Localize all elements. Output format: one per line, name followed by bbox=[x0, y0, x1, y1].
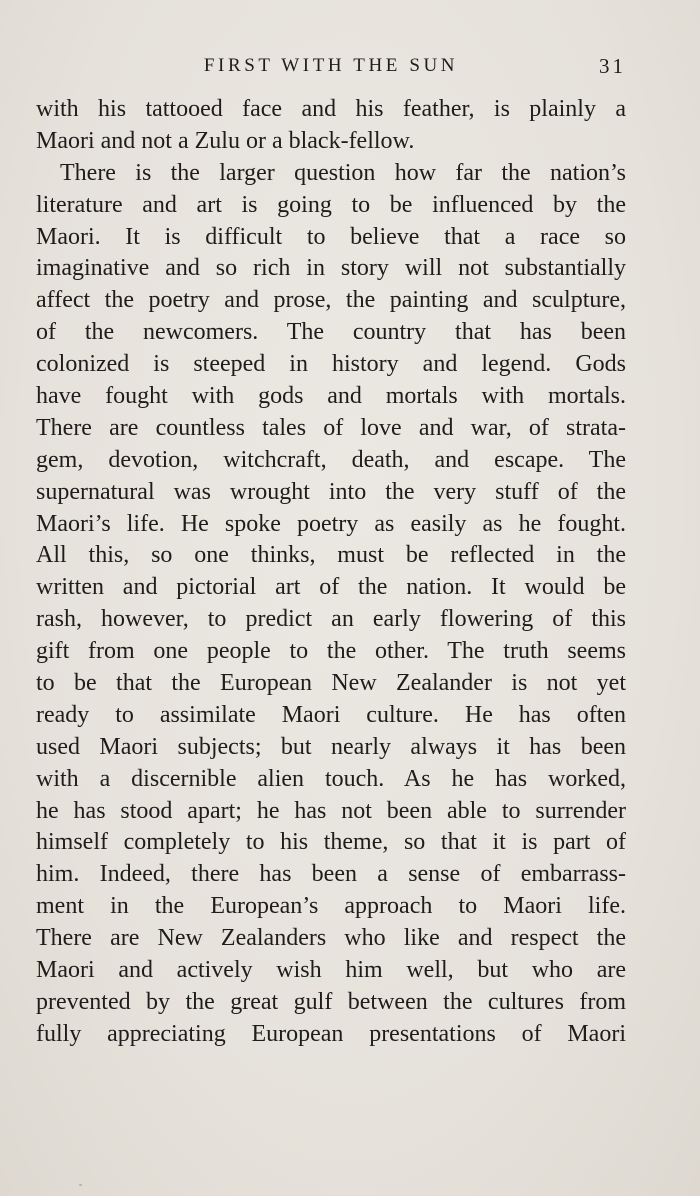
text-line: fully appreciating European presentations of Maori bbox=[36, 1020, 626, 1047]
text-line: gift from one people to the other. The truth seems bbox=[36, 638, 626, 665]
text-line: All this, so one thinks, must be reflected in the bbox=[36, 542, 626, 569]
text-line: written and pictorial art of the nation. It would be bbox=[36, 574, 626, 601]
text-line: colonized is steeped in history and legend. Gods bbox=[36, 351, 626, 378]
text-line: prevented by the great gulf between the cultures from bbox=[36, 988, 626, 1015]
running-title: FIRST WITH THE SUN bbox=[203, 55, 459, 76]
text-line: There are New Zealanders who like and respect the bbox=[36, 925, 626, 952]
text-line: with his tattooed face and his feather, is plainly a bbox=[36, 96, 626, 122]
text-line: used Maori subjects; but nearly always it has been bbox=[36, 733, 626, 760]
text-line: Maori’s life. He spoke poetry as easily as he fought. bbox=[36, 510, 626, 537]
text-line: supernatural was wrought into the very stuff of the bbox=[36, 478, 626, 505]
text-line: have fought with gods and mortals with mortals. bbox=[36, 383, 626, 410]
text-line: with a discernible alien touch. As he has worked, bbox=[36, 765, 626, 792]
page-number: 31 bbox=[599, 54, 626, 78]
text-line: he has stood apart; he has not been able to surrender bbox=[36, 797, 626, 824]
body-text bbox=[36, 94, 626, 1051]
text-line: ready to assimilate Maori culture. He has often bbox=[36, 701, 626, 728]
text-line: of the newcomers. The country that has been bbox=[36, 319, 626, 346]
text-line: Maori and not a Zulu or a black-fellow. bbox=[36, 127, 415, 154]
text-line: himself completely to his theme, so that it is part of bbox=[36, 829, 626, 856]
text-line: gem, devotion, witchcraft, death, and escape. The bbox=[36, 446, 626, 473]
text-line: rash, however, to predict an early flowering of this bbox=[36, 606, 626, 633]
text-line: There are countless tales of love and war, of strata- bbox=[36, 414, 626, 441]
text-line: imaginative and so rich in story will not substantially bbox=[36, 255, 626, 282]
text-line: Maori. It is difficult to believe that a race so bbox=[36, 223, 626, 250]
text-line: literature and art is going to be influenced by the bbox=[36, 191, 626, 218]
text-line: ment in the European’s approach to Maori life. bbox=[36, 893, 626, 920]
text-line: affect the poetry and prose, the painting and sculpture, bbox=[36, 287, 626, 314]
text-line: to be that the European New Zealander is not yet bbox=[36, 670, 626, 697]
text-line: There is the larger question how far the nation’s bbox=[60, 159, 626, 186]
text-line: Maori and actively wish him well, but who are bbox=[36, 957, 626, 984]
text-line: him. Indeed, there has been a sense of embarrass- bbox=[36, 861, 626, 888]
page-header bbox=[36, 52, 626, 80]
paper-speck bbox=[79, 1184, 82, 1186]
